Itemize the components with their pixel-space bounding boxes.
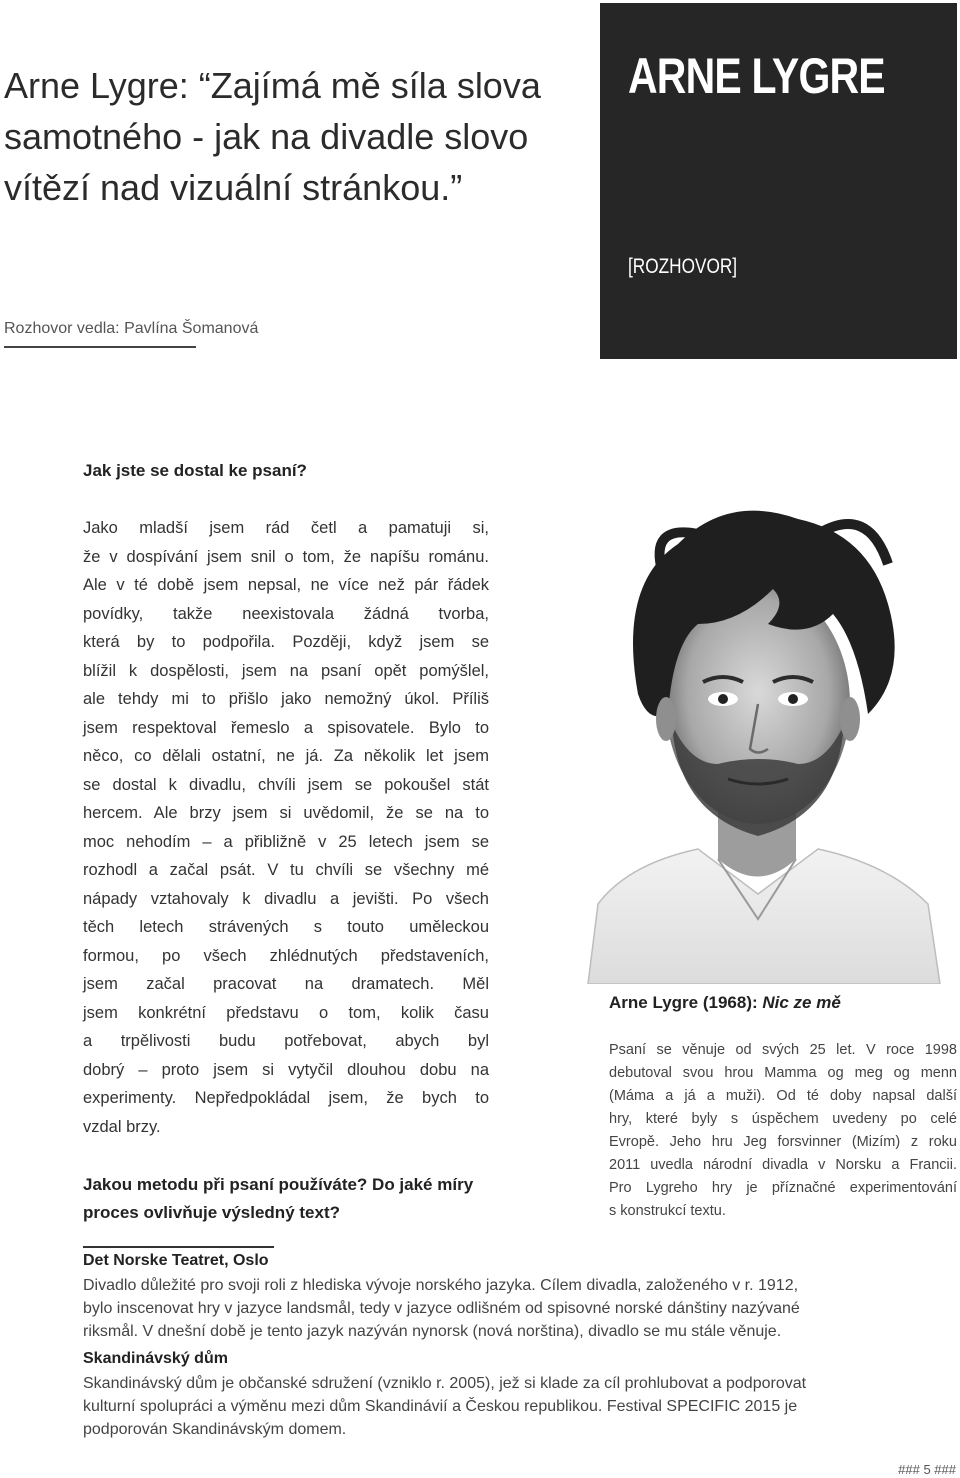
answer-line: rozhodl a začal psát. V tu chvíli se všechny mé <box>83 861 489 879</box>
banner-title: ARNE LYGRE <box>628 48 885 104</box>
answer-line: jsem konkrétní představu o tom, kolik času <box>83 1003 489 1022</box>
note-body <box>83 1372 957 1441</box>
answer-line: a trpělivosti budu potřebovat, abych byl <box>83 1032 489 1050</box>
note-title: Skandinávský dům <box>83 1350 228 1367</box>
headline <box>4 60 594 213</box>
note-line: riksmål. V dnešní době je tento jazyk nazýván nynorsk (nová norština), divadlo se mu stále věnuje. <box>83 1323 782 1340</box>
answer-line: Ale v té době jsem nepsal, ne více než pár řádek <box>83 576 489 594</box>
note-line: Divadlo důležité pro svoji roli z hlediska vývoje norského jazyka. Cílem divadla, založeného v r. 1912, <box>83 1277 799 1294</box>
answer-line: že v dospívání jsem snil o tom, že napíšu románu. <box>83 547 489 566</box>
caption-line: (Máma a já a muži). Od té doby napsal další <box>609 1088 957 1104</box>
caption-line: s konstrukcí textu. <box>609 1203 726 1219</box>
answer-line: nápady vztahovaly k divadlu a jevišti. Po všech <box>83 889 489 908</box>
title-banner <box>600 3 957 359</box>
portrait-photo <box>568 464 958 984</box>
caption-title-play: Nic ze mě <box>762 993 841 1012</box>
answer-line: hercem. Ale brzy jsem si uvědomil, že se na to <box>83 804 489 822</box>
caption-line: hry, které byly s úspěchem uvedeny po celé <box>609 1111 957 1127</box>
interview-answer <box>83 514 489 1141</box>
answer-line: něco, co dělali ostatní, ne já. Za několik let jsem <box>83 747 489 765</box>
answer-line: vzdal brzy. <box>83 1117 161 1136</box>
note-title: Det Norske Teatret, Oslo <box>83 1252 269 1269</box>
answer-line: formou, po všech zhlédnutých představeních, <box>83 946 489 965</box>
answer-line: ale tehdy mi to přišlo jako nemožný úkol. Příliš <box>83 690 489 708</box>
caption-line: Psaní se věnuje od svých 25 let. V roce 1998 <box>609 1042 957 1058</box>
caption-line: debutoval svou hrou Mamma og meg og menn <box>609 1065 957 1081</box>
answer-line: blížil k dospělosti, jsem na psaní opět pomýšlel, <box>83 661 489 680</box>
answer-line: moc nehodím – a přibližně v 25 letech jsem se <box>83 832 489 851</box>
headline-line: Arne Lygre: “Zajímá mě síla slova <box>4 65 541 106</box>
headline-line: vítězí nad vizuální stránkou.” <box>4 167 463 208</box>
answer-line: Jako mladší jsem rád četl a pamatuji si, <box>83 519 489 537</box>
photo-caption-body <box>609 1039 957 1223</box>
note-line: Skandinávský dům je občanské sdružení (vzniklo r. 2005), jež si klade za cíl prohlubovat a podporovat <box>83 1375 807 1392</box>
photo-caption-title <box>609 993 841 1013</box>
caption-line: Pro Lygreho hry je příznačné experimentování <box>609 1180 957 1196</box>
note-line: podporován Skandinávským domem. <box>83 1421 347 1438</box>
answer-line: jsem začal pracovat na dramatech. Měl <box>83 975 489 993</box>
caption-title-name: Arne Lygre (1968): <box>609 993 763 1012</box>
caption-line: Evropě. Jeho hru Jeg forsvinner (Mizím) z roku <box>609 1134 957 1150</box>
answer-line: která by to podpořila. Později, když jsem se <box>83 633 489 651</box>
page-number: ### 5 ### <box>898 1462 956 1477</box>
answer-line: dobrý – proto jsem si vytyčil dlouhou dobu na <box>83 1060 489 1079</box>
note-line: kulturní spolupráci a výměnu mezi dům Skandinávií a Českou republikou. Festival SPECIFIC 2015 je <box>83 1398 798 1415</box>
answer-line: povídky, takže neexistovala žádná tvorba, <box>83 604 489 623</box>
answer-line: se dostal k divadlu, chvíli jsem se pokoušel stát <box>83 775 489 794</box>
answer-line: těch letech strávených s touto uměleckou <box>83 918 489 936</box>
answer-line: jsem respektoval řemeslo a spisovatele. Bylo to <box>83 718 489 737</box>
interview-question: Jakou metodu při psaní používáte? Do jaké míry proces ovlivňuje výsledný text? <box>83 1175 474 1222</box>
headline-line: samotného - jak na divadle slovo <box>4 116 529 157</box>
answer-line: experimenty. Nepředpokládal jsem, že bych to <box>83 1089 489 1107</box>
note-body <box>83 1274 957 1343</box>
caption-line: 2011 uvedla národní divadla v Norsku a Francii. <box>609 1157 957 1173</box>
byline-divider <box>4 346 196 348</box>
byline: Rozhovor vedla: Pavlína Šomanová <box>4 320 259 337</box>
banner-section-tag: [ROZHOVOR] <box>628 255 738 278</box>
notes-divider <box>83 1246 274 1248</box>
interview-question: Jak jste se dostal ke psaní? <box>83 461 307 480</box>
note-line: bylo inscenovat hry v jazyce landsmål, tedy v jazyce odlišném od spisovné norské dánštiny nazývané <box>83 1300 800 1317</box>
